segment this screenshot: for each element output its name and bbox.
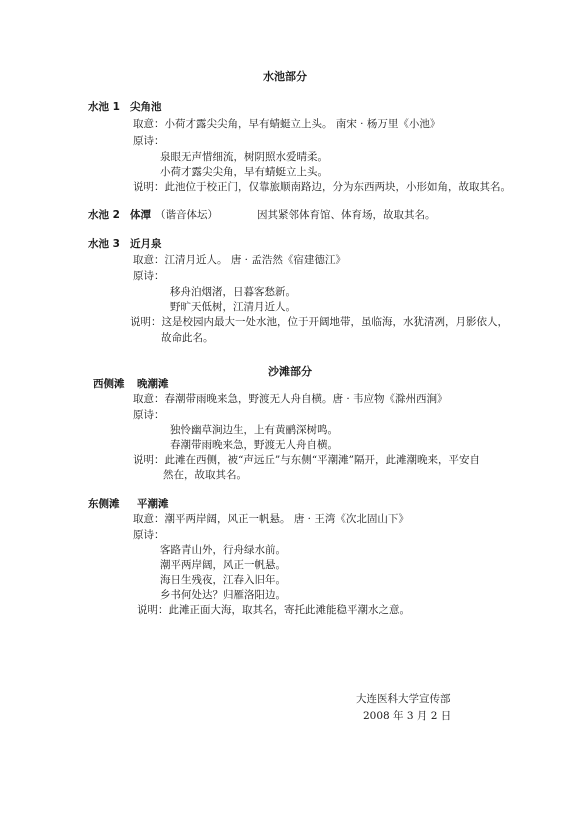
beach-east-poem-line: 客路青山外，行舟绿水前。 <box>160 544 286 556</box>
pool-3-name: 近月泉 <box>130 238 162 250</box>
pool-1-origin: 取意：小荷才露尖尖角，早有蜻蜓立上头。 南宋 · 杨万里《小池》 <box>133 118 441 130</box>
pool-1-poem-line: 泉眼无声惜细流，树阴照水爱晴柔。 <box>160 151 328 163</box>
pool-1-note: 说明：此池位于校正门，仅靠旅顺南路边，分为东西两块，小形如角，故取其名。 <box>133 181 511 193</box>
pool-1-id: 水池 1 <box>88 101 120 113</box>
pool-3-id: 水池 3 <box>88 238 120 250</box>
beach-west-id: 西侧滩 <box>93 378 125 390</box>
beach-east-poem-line: 海日生残夜，江春入旧年。 <box>160 574 286 586</box>
beach-west-note: 说明：此滩在西侧，被“声远丘”与东侧“平潮滩”隔开，此滩潮晚来，平安自 <box>133 454 480 466</box>
pool-2-name: 体潭 <box>130 209 151 221</box>
pool-2-id: 水池 2 <box>88 209 120 221</box>
pool-3-note: 说明：这是校园内最大一处水池，位于开阔地带，虽临海，水犹清冽，月影依人， <box>130 316 508 328</box>
beach-west-poem-line: 春潮带雨晚来急，野渡无人舟自横。 <box>170 439 338 451</box>
pool-1-poem-line: 小荷才露尖尖角，早有蜻蜓立上头。 <box>160 166 328 178</box>
beach-west-name: 晚潮滩 <box>137 378 169 390</box>
beach-east-origin: 取意：潮平两岸阔，风正一帆悬。 唐 · 王湾《次北固山下》 <box>133 513 409 525</box>
beach-east-poem-line: 乡书何处达？归雁洛阳边。 <box>160 589 286 601</box>
pool-1-poem-label: 原诗： <box>133 135 165 147</box>
beach-west-note: 然在，故取其名。 <box>163 469 247 481</box>
footer-date: 2008 年 3 月 2 日 <box>363 710 452 722</box>
beach-west-poem-line: 独怜幽草涧边生，上有黄鹂深树鸣。 <box>170 424 338 436</box>
pool-2-desc: 因其紧邻体育馆、体育场，故取其名。 <box>257 209 436 221</box>
pool-3-poem-line: 移舟泊烟渚，日暮客愁新。 <box>170 286 296 298</box>
pool-3-note: 故命此名。 <box>161 332 214 344</box>
beach-east-id: 东侧滩 <box>88 498 120 510</box>
beach-east-name: 平潮滩 <box>137 498 169 510</box>
pool-section-title: 水池部分 <box>263 70 307 83</box>
beach-east-poem-label: 原诗： <box>133 529 165 541</box>
footer-org: 大连医科大学宣传部 <box>356 693 451 705</box>
beach-east-poem-line: 潮平两岸阔，风正一帆悬。 <box>160 559 286 571</box>
beach-west-origin: 取意：春潮带雨晚来急，野渡无人舟自横。唐 · 韦应物《滁州西涧》 <box>133 393 448 405</box>
pool-1-name: 尖角池 <box>130 101 162 113</box>
pool-3-origin: 取意：江清月近人。 唐 · 孟浩然《宿建德江》 <box>133 254 346 266</box>
beach-west-poem-label: 原诗： <box>133 409 165 421</box>
pool-2-name-note: （谐音体坛） <box>155 209 218 221</box>
pool-3-poem-label: 原诗： <box>133 270 165 282</box>
beach-section-title: 沙滩部分 <box>268 365 312 378</box>
pool-3-poem-line: 野旷天低树，江清月近人。 <box>170 301 296 313</box>
beach-east-note: 说明：此滩正面大海，取其名，寄托此滩能稳平潮水之意。 <box>137 604 410 616</box>
